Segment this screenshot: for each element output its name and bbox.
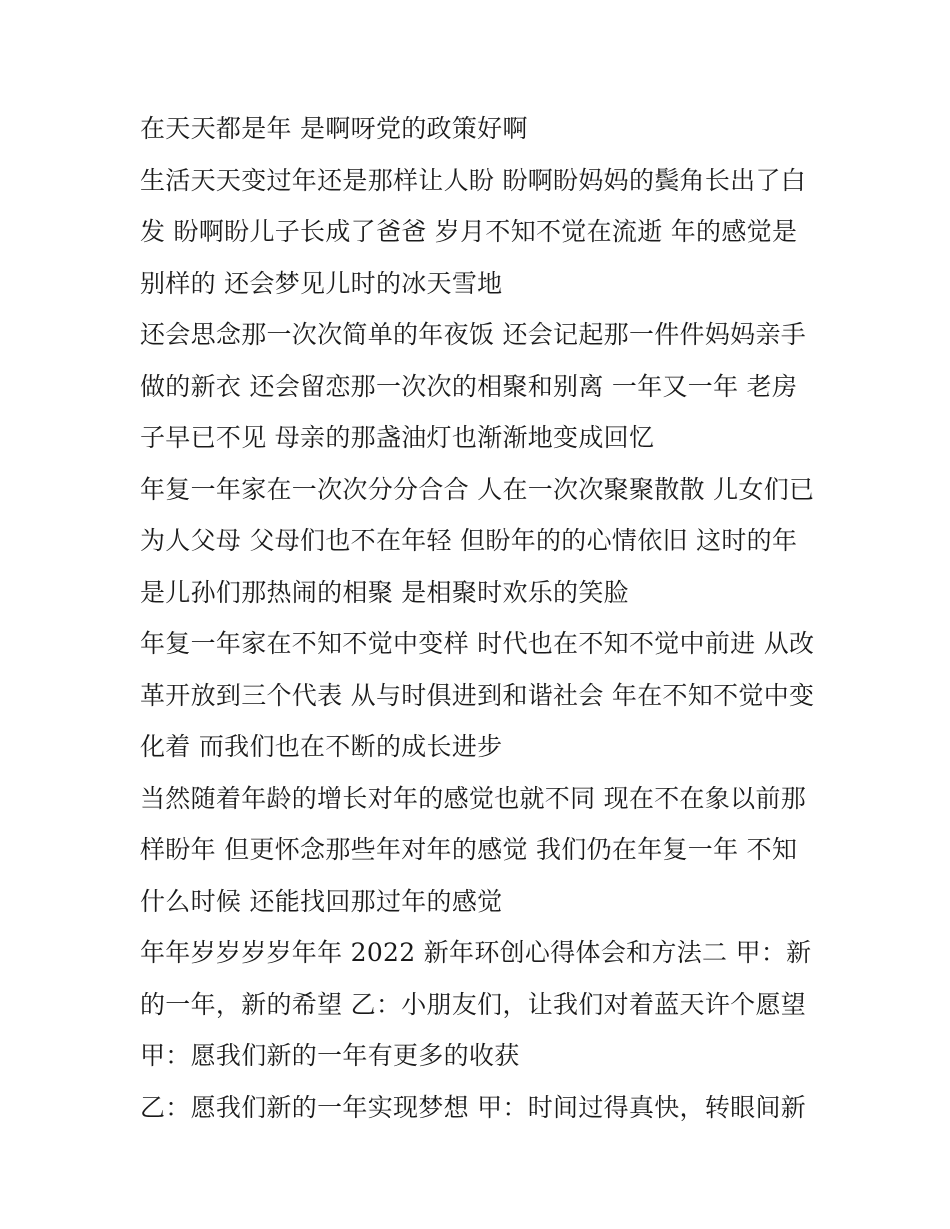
paragraph-5: 年复一年家在不知不觉中变样 时代也在不知不觉中前进 从改革开放到三个代表 从与时俱进到和谐社会 年在不知不觉中变化着 而我们也在不断的成长进步 (140, 629, 815, 761)
paragraph-1: 在天天都是年 是啊呀党的政策好啊 (140, 114, 528, 143)
document-body (140, 103, 815, 1133)
paragraph-9: 乙：愿我们新的一年实现梦想 甲：时间过得真快，转眼间新 (140, 1092, 807, 1122)
paragraph-4: 年复一年家在一次次分分合合 人在一次次聚聚散散 儿女们已为人父母 父母们也不在年轻 但盼年的的心情依旧 这时的年是儿孙们那热闹的相聚 是相聚时欢乐的笑脸 (140, 474, 815, 607)
paragraph-7: 年年岁岁岁岁年年 2022 新年环创心得体会和方法二 甲：新的一年，新的希望 乙：小朋友们，让我们对着蓝天许个愿望 (140, 938, 812, 1019)
paragraph-3: 还会思念那一次次简单的年夜饭 还会记起那一件件妈妈亲手做的新衣 还会留恋那一次次的相聚和别离 一年又一年 老房子早已不见 母亲的那盏油灯也渐渐地变成回忆 (140, 320, 807, 452)
paragraph-6: 当然随着年龄的增长对年的感觉也就不同 现在不在象以前那样盼年 但更怀念那些年对年的感觉 我们仍在年复一年 不知什么时候 还能找回那过年的感觉 (140, 783, 807, 916)
paragraph-8: 甲：愿我们新的一年有更多的收获 (140, 1041, 520, 1070)
paragraph-2: 生活天天变过年还是那样让人盼 盼啊盼妈妈的鬓角长出了白发 盼啊盼儿子长成了爸爸 岁月不知不觉在流逝 年的感觉是别样的 还会梦见儿时的冰天雪地 (140, 165, 807, 298)
